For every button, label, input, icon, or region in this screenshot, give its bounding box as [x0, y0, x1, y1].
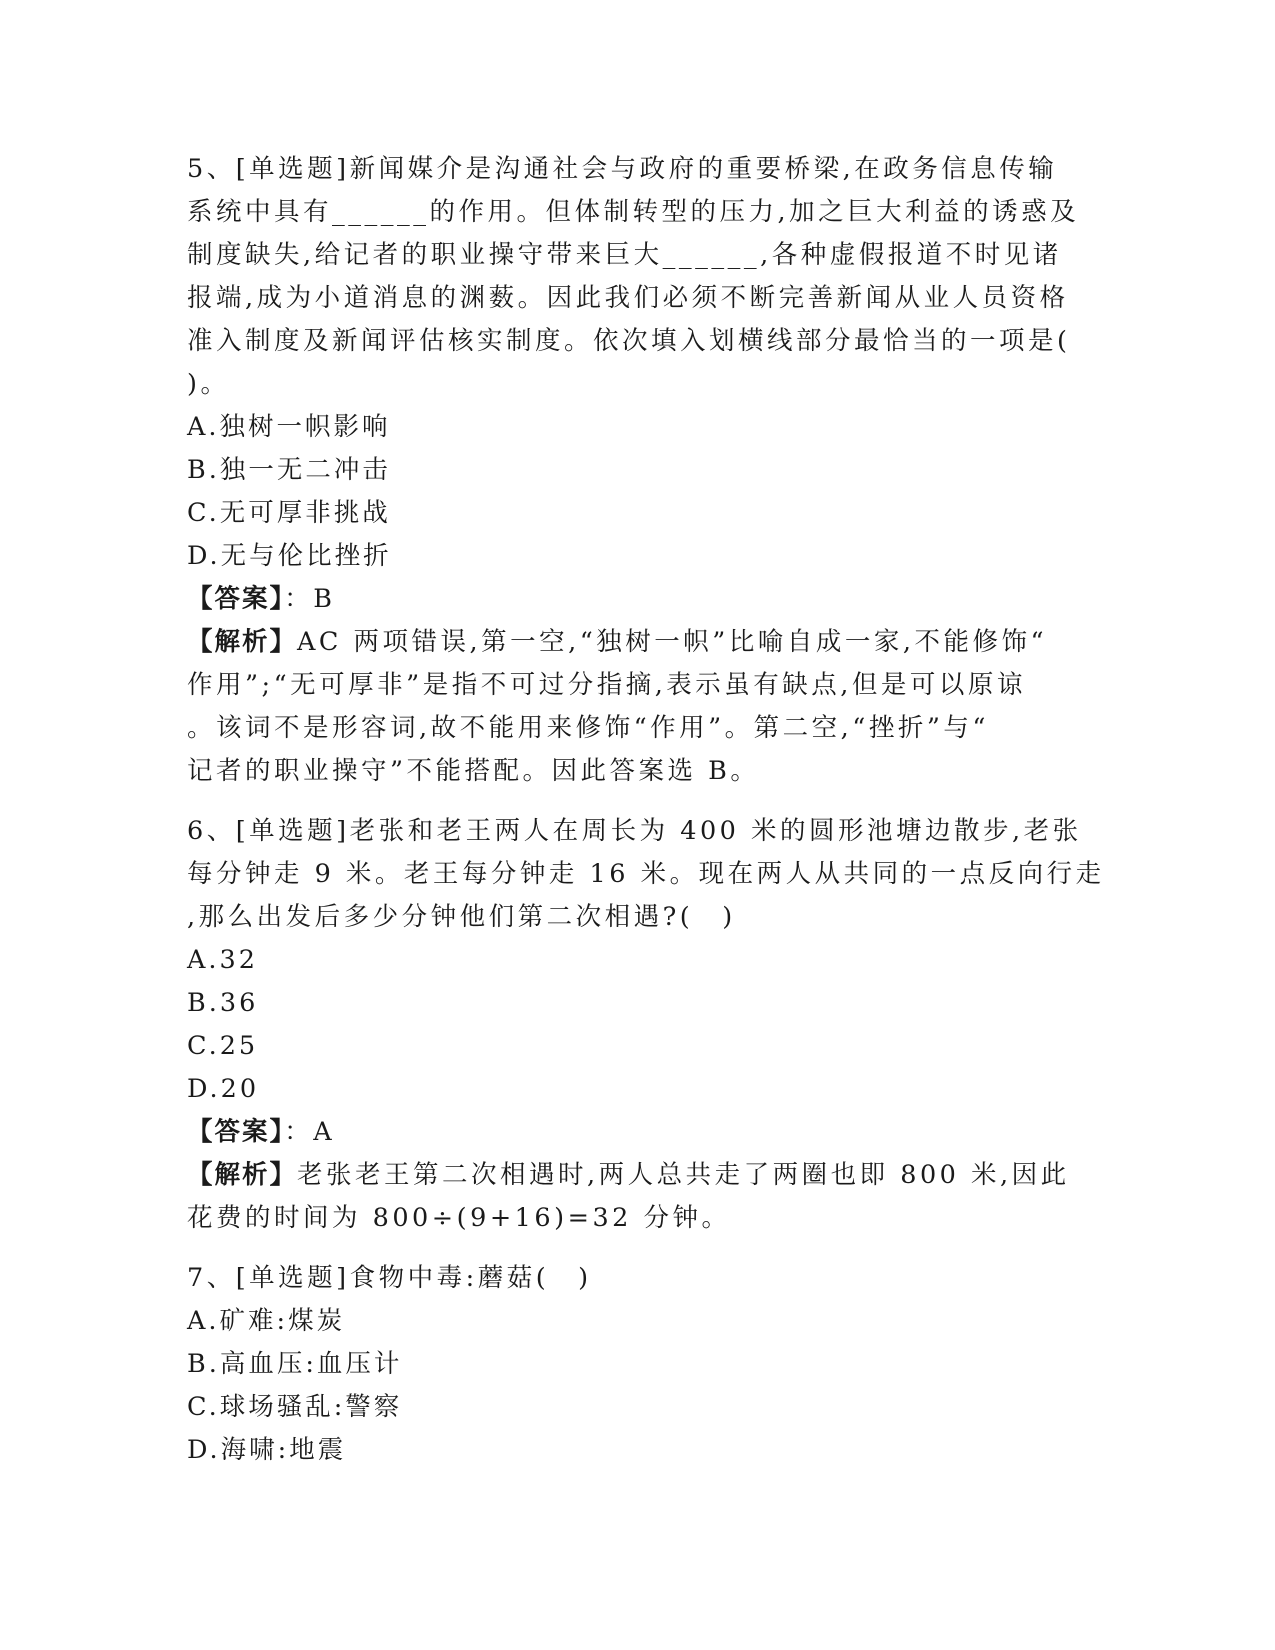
- answer-label: 【答案】: [187, 1117, 285, 1147]
- question-5: [187, 148, 1087, 793]
- analysis-text: AC 两项错误,第一空,“独树一帜”比喻自成一家,不能修饰“: [297, 627, 1047, 657]
- analysis-text: 老张老王第二次相遇时,两人总共走了两圈也即 800 米,因此: [297, 1160, 1070, 1190]
- answer-value: ：B: [284, 584, 336, 614]
- answer-label: 【答案】: [187, 584, 285, 614]
- question-stem-line: )。: [187, 369, 230, 399]
- document-page: [187, 148, 1105, 1489]
- analysis-line: 记者的职业操守”不能搭配。因此答案选 B。: [187, 756, 760, 786]
- option-b: B.高血压:血压计: [187, 1349, 403, 1379]
- question-stem-line: 7、[单选题]食物中毒:蘑菇( ): [187, 1263, 592, 1293]
- analysis-line: 。该词不是形容词,故不能用来修饰“作用”。第二空,“挫折”与“: [187, 713, 989, 743]
- question-stem-line: 报端,成为小道消息的渊薮。因此我们必须不断完善新闻从业人员资格: [187, 283, 1069, 313]
- answer-line: [187, 578, 1087, 621]
- analysis-label: 【解析】: [187, 627, 298, 657]
- option-c: C.无可厚非挑战: [187, 498, 391, 528]
- answer-line: [187, 1111, 1087, 1154]
- analysis-line: [187, 621, 1087, 664]
- question-stem-line: 5、[单选题]新闻媒介是沟通社会与政府的重要桥梁,在政务信息传输: [187, 154, 1058, 184]
- option-d: D.20: [187, 1074, 260, 1104]
- option-b: B.36: [187, 988, 259, 1018]
- analysis-line: 作用”;“无可厚非”是指不可过分指摘,表示虽有缺点,但是可以原谅: [187, 670, 1026, 700]
- question-stem-line: 制度缺失,给记者的职业操守带来巨大______,各种虚假报道不时见诸: [187, 240, 1062, 270]
- question-7: [187, 1257, 1087, 1472]
- question-stem-line: 系统中具有______的作用。但体制转型的压力,加之巨大利益的诱惑及: [187, 197, 1080, 227]
- option-d: D.无与伦比挫折: [187, 541, 392, 571]
- question-stem-line: 6、[单选题]老张和老王两人在周长为 400 米的圆形池塘边散步,老张: [187, 816, 1082, 846]
- question-stem-line: ,那么出发后多少分钟他们第二次相遇?( ): [187, 902, 736, 932]
- question-6: [187, 810, 1105, 1240]
- analysis-line: [187, 1154, 1087, 1197]
- option-a: A.独树一帜影响: [187, 412, 391, 442]
- option-c: C.球场骚乱:警察: [187, 1392, 403, 1422]
- question-stem-line: 准入制度及新闻评估核实制度。依次填入划横线部分最恰当的一项是(: [187, 326, 1071, 356]
- option-b: B.独一无二冲击: [187, 455, 391, 485]
- answer-value: ：A: [284, 1117, 336, 1147]
- option-a: A.32: [187, 945, 258, 975]
- option-d: D.海啸:地震: [187, 1435, 347, 1465]
- analysis-label: 【解析】: [187, 1160, 298, 1190]
- option-a: A.矿难:煤炭: [187, 1306, 346, 1336]
- option-c: C.25: [187, 1031, 259, 1061]
- analysis-line: 花费的时间为 800÷(9+16)=32 分钟。: [187, 1203, 731, 1233]
- question-stem-line: 每分钟走 9 米。老王每分钟走 16 米。现在两人从共同的一点反向行走: [187, 859, 1105, 889]
